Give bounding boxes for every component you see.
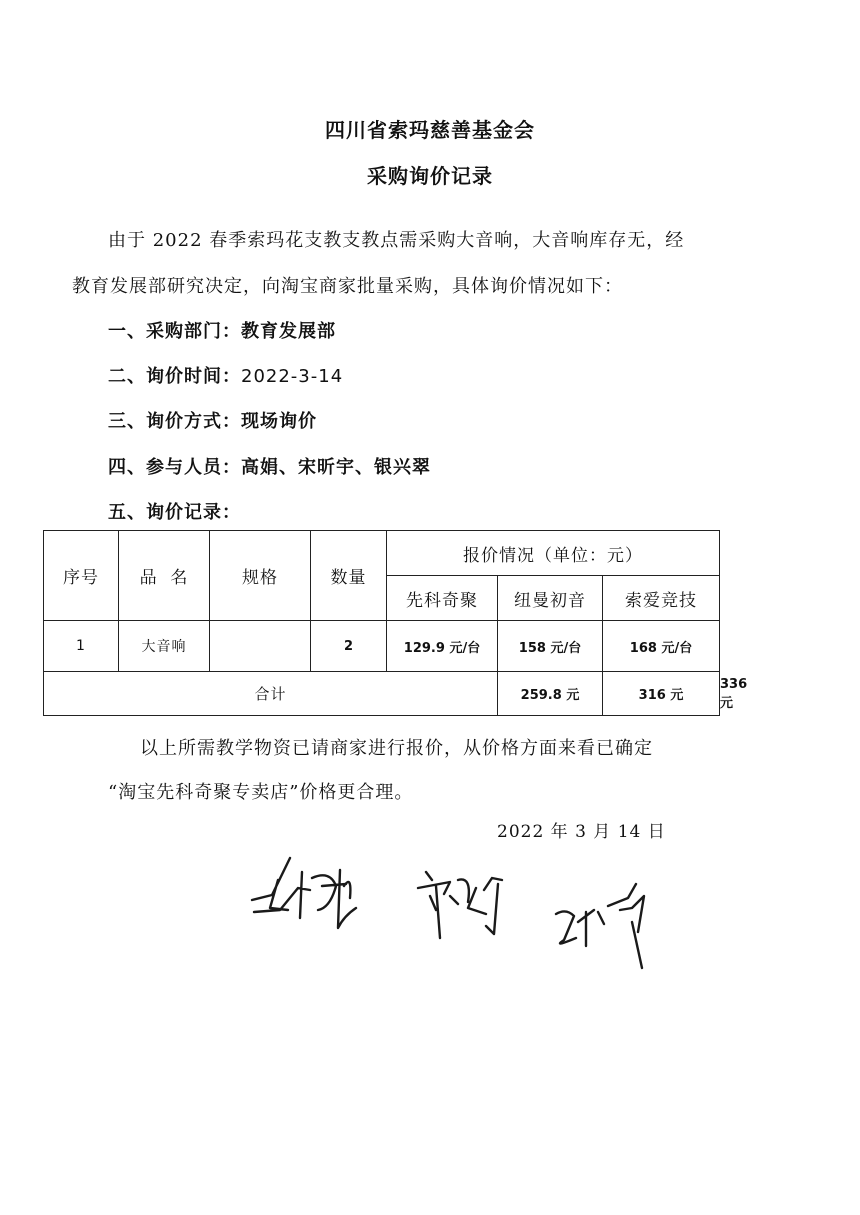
table-total-row: 合计 259.8 元 316 元 336 元	[44, 672, 720, 716]
signatures	[240, 850, 680, 980]
document-title: 采购询价记录	[367, 164, 493, 188]
item-label: 一、采购部门：	[108, 321, 241, 342]
item-label: 四、参与人员：	[108, 457, 241, 478]
cell-spec	[210, 621, 311, 672]
table-header-row	[44, 531, 720, 576]
header-qty: 数量	[311, 531, 387, 621]
item-label: 三、询价方式：	[108, 411, 241, 432]
total-value: 259.8 元	[498, 672, 603, 716]
signature-3	[556, 884, 644, 968]
item-participants	[108, 453, 431, 479]
total-value: 316 元	[603, 672, 720, 716]
table-row	[44, 621, 720, 672]
item-label: 二、询价时间：	[108, 366, 241, 387]
cell-price: 158 元/台	[498, 621, 603, 672]
header-vendor: 索爱竞技	[603, 576, 720, 621]
header-spec: 规格	[210, 531, 311, 621]
cell-seq: 1	[44, 621, 119, 672]
cell-name: 大音响	[119, 621, 210, 672]
header-seq: 序号	[44, 531, 119, 621]
header-quote: 报价情况（单位：元）	[387, 531, 720, 576]
header-vendor: 先科奇聚	[387, 576, 498, 621]
cell-price: 129.9 元/台	[387, 621, 498, 672]
conclusion-line-2: “淘宝先科奇聚专卖店”价格更合理。	[108, 782, 414, 803]
intro-line-1: 由于 2022 春季索玛花支教支教点需采购大音响，大音响库存无，经	[108, 230, 685, 251]
item-value: 高娟、宋昕宇、银兴翠	[241, 457, 431, 478]
item-time	[108, 362, 343, 388]
header-vendor: 纽曼初音	[498, 576, 603, 621]
intro-line-2: 教育发展部研究决定，向淘宝商家批量采购，具体询价情况如下：	[72, 276, 623, 297]
total-label: 合计	[44, 672, 498, 716]
item-label: 五、询价记录：	[108, 502, 241, 523]
signature-1	[252, 858, 356, 928]
document-date: 2022 年 3 月 14 日	[497, 822, 666, 842]
item-value: 现场询价	[241, 411, 317, 432]
item-method	[108, 407, 317, 433]
item-value: 教育发展部	[241, 321, 336, 342]
signature-2	[418, 872, 502, 938]
item-value: 2022-3-14	[241, 366, 344, 387]
conclusion-line-1: 以上所需教学物资已请商家进行报价，从价格方面来看已确定	[140, 738, 653, 759]
organization-title: 四川省索玛慈善基金会	[325, 118, 535, 142]
item-records	[108, 498, 241, 524]
item-department	[108, 317, 336, 343]
cell-price: 168 元/台	[603, 621, 720, 672]
cell-qty: 2	[311, 621, 387, 672]
quote-table	[43, 530, 748, 716]
header-name: 品 名	[119, 531, 210, 621]
